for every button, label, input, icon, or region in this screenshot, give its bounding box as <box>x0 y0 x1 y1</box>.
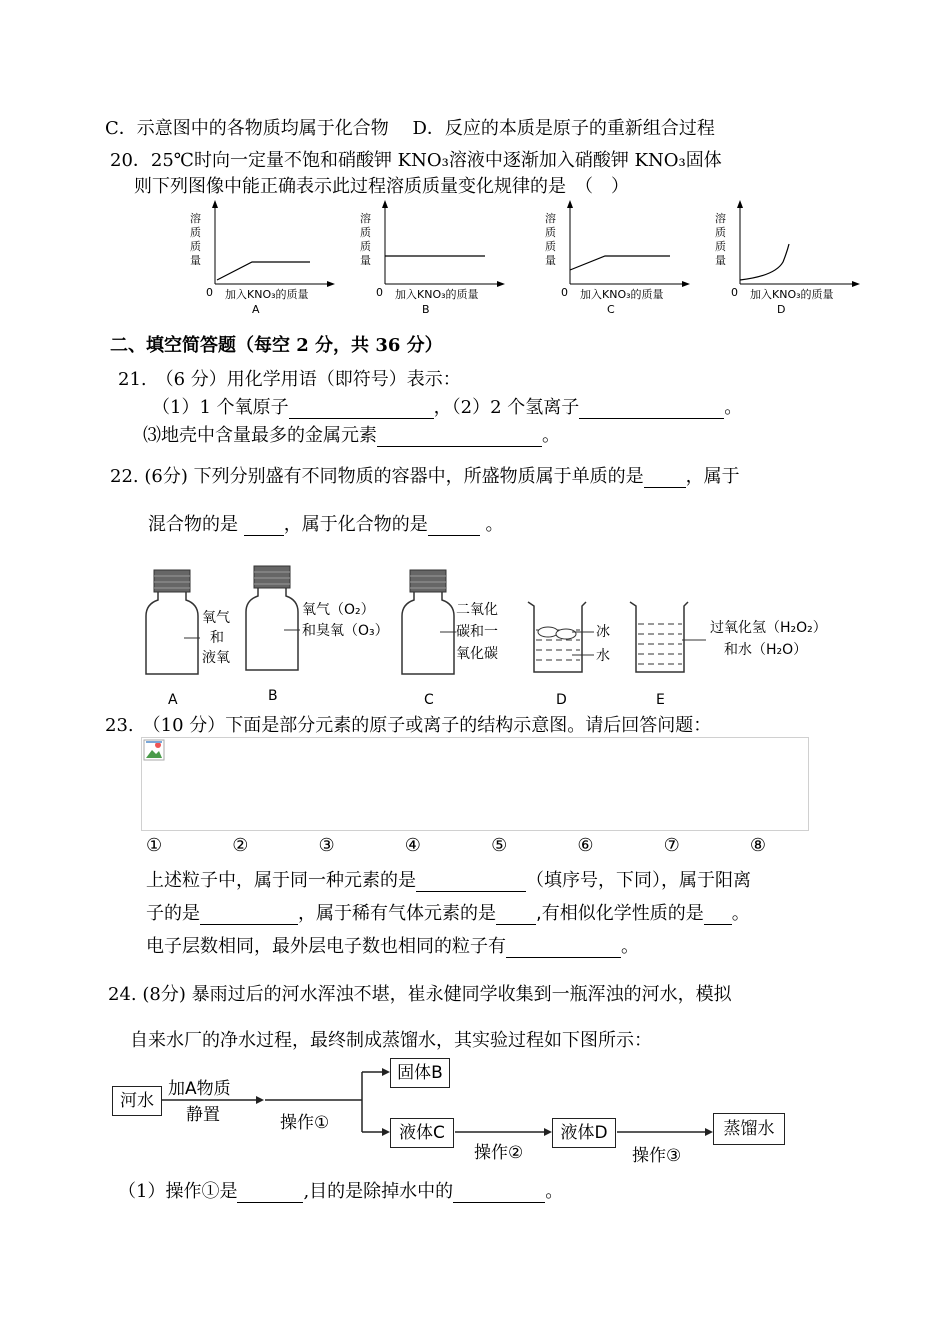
q23-num-5: ⑤ <box>491 835 508 856</box>
graph-b-ylabel-1: 质 <box>360 226 371 239</box>
section-2-title: 二、填空简答题（每空 2 分，共 36 分） <box>110 335 443 356</box>
graph-c-ylabel-0: 溶 <box>545 212 556 225</box>
graph-a-origin: 0 <box>206 286 213 299</box>
flow-distilled-box: 蒸馏水 <box>713 1113 785 1145</box>
q23-l1-end: （填序号，下同），属于阳离 <box>526 870 751 891</box>
graph-c-ylabel-3: 量 <box>545 254 556 267</box>
bottle-b-label-0: 氧气（O₂） <box>302 602 375 618</box>
flow-solid-b-box: 固体B <box>390 1058 450 1088</box>
flow-liquid-d-box: 液体D <box>552 1118 616 1148</box>
bottle-a-letter: A <box>168 692 178 708</box>
graph-b-ylabel-3: 量 <box>360 254 371 267</box>
q22-l2-mid: ，属于化合物的是 <box>283 514 428 535</box>
graph-b-ylabel-0: 溶 <box>360 212 371 225</box>
q23-l3-end: 。 <box>621 936 639 957</box>
bottle-c-label-1: 碳和一 <box>456 624 498 640</box>
graph-d-ylabel-0: 溶 <box>715 212 726 225</box>
bottle-c-label-0: 二氧化 <box>456 602 498 618</box>
q22-l1: 22. (6分) 下列分别盛有不同物质的容器中，所盛物质属于单质的是 <box>110 466 644 487</box>
q24-line2: 自来水厂的净水过程，最终制成蒸馏水，其实验过程如下图所示： <box>130 1030 652 1051</box>
beaker-d-letter: D <box>556 692 567 708</box>
bottle-a-label-0: 氧气 <box>202 610 230 626</box>
graph-c-ylabel-1: 质 <box>545 226 556 239</box>
beaker-e-label-1: 和水（H₂O） <box>724 642 808 658</box>
q22-l1-end: ，属于 <box>685 466 740 487</box>
q24-blank-1[interactable] <box>237 1186 303 1203</box>
q23-head: 23. （10 分）下面是部分元素的原子或离子的结构示意图。请后回答问题： <box>105 715 712 736</box>
bottle-c-label-2: 氧化碳 <box>456 646 498 662</box>
flow-liquid-c-box: 液体C <box>390 1118 454 1148</box>
bottle-b-letter: B <box>268 688 278 704</box>
graph-d-ylabel-3: 量 <box>715 254 726 267</box>
graph-c-origin: 0 <box>561 286 568 299</box>
graph-c-ylabel-2: 质 <box>545 240 556 253</box>
q22-l2: 混合物的是 <box>148 514 238 535</box>
q24-line1: 24. (8分) 暴雨过后的河水浑浊不堪，崔永健同学收集到一瓶浑浊的河水，模拟 <box>108 984 732 1005</box>
q21-head: 21. （6 分）用化学用语（即符号）表示： <box>118 369 461 390</box>
beaker-e-label-0: 过氧化氢（H₂O₂） <box>710 620 827 636</box>
q23-num-1: ① <box>146 835 163 856</box>
q24-p1-end: 。 <box>545 1181 564 1202</box>
flow-op2-label: 操作② <box>474 1143 524 1163</box>
q21-p3: ⑶地壳中含量最多的金属元素 <box>143 425 377 446</box>
q23-num-7: ⑦ <box>663 835 680 856</box>
q20-line2: 则下列图像中能正确表示此过程溶质质量变化规律的是 （ ） <box>134 176 629 197</box>
graph-b-letter: B <box>422 303 430 316</box>
q23-num-8: ⑧ <box>749 835 766 856</box>
flow-op1-label: 操作① <box>280 1113 330 1133</box>
q23-num-2: ② <box>232 835 249 856</box>
graph-a-ylabel-0: 溶 <box>190 212 201 225</box>
q23-l2c: ,有相似化学性质的是 <box>536 903 704 924</box>
graph-d-origin: 0 <box>731 286 738 299</box>
graph-b-xlabel: 加入KNO₃的质量 <box>395 288 479 301</box>
graph-c-letter: C <box>607 303 615 316</box>
q23-num-6: ⑥ <box>577 835 594 856</box>
graph-c-xlabel: 加入KNO₃的质量 <box>580 288 664 301</box>
q24-p1: （1）操作①是 <box>118 1181 238 1202</box>
graph-d-ylabel-1: 质 <box>715 226 726 239</box>
graph-a-letter: A <box>252 303 260 316</box>
bottle-a-label-1: 和 <box>210 630 224 646</box>
graph-a-ylabel-2: 质 <box>190 240 201 253</box>
graph-b-ylabel-2: 质 <box>360 240 371 253</box>
q23-num-3: ③ <box>318 835 335 856</box>
q23-l1: 上述粒子中，属于同一种元素的是 <box>146 870 416 891</box>
flow-add-label: 加A物质 <box>168 1079 231 1099</box>
bottle-a-label-2: 液氧 <box>202 650 230 666</box>
beaker-d-label-1: 水 <box>596 648 610 664</box>
bottle-c-letter: C <box>424 692 434 708</box>
beaker-d-label-0: 冰 <box>596 624 610 640</box>
q21-p1: （1）1 个氧原子 <box>152 397 289 418</box>
graph-b-origin: 0 <box>376 286 383 299</box>
graph-d-ylabel-2: 质 <box>715 240 726 253</box>
q23-l2d: 。 <box>731 903 750 924</box>
flow-op3-label: 操作③ <box>632 1146 682 1166</box>
q21-p2-end: 。 <box>724 397 743 418</box>
beaker-e-letter: E <box>656 692 665 708</box>
q24-blank-2[interactable] <box>453 1186 545 1203</box>
q23-l3: 电子层数相同，最外层电子数也相同的粒子有 <box>146 936 506 957</box>
q20-line1: 20．25℃时向一定量不饱和硝酸钾 KNO₃溶液中逐渐加入硝酸钾 KNO₃固体 <box>110 150 722 171</box>
q23-num-4: ④ <box>404 835 421 856</box>
flow-river-box: 河水 <box>112 1086 162 1116</box>
graph-d-xlabel: 加入KNO₃的质量 <box>750 288 834 301</box>
graph-a-xlabel: 加入KNO₃的质量 <box>225 288 309 301</box>
q24-p1-line <box>118 1177 563 1203</box>
q23-l2b: ，属于稀有气体元素的是 <box>298 903 496 924</box>
graph-a-ylabel-3: 量 <box>190 254 201 267</box>
graph-a-ylabel-1: 质 <box>190 226 201 239</box>
q24-p1-mid: ,目的是除掉水中的 <box>303 1181 454 1202</box>
q21-p2: （2）2 个氢离子 <box>451 397 580 418</box>
graph-d-letter: D <box>777 303 786 316</box>
q23-l2a: 子的是 <box>146 903 200 924</box>
q21-sep: ， <box>433 397 452 418</box>
q22-l2-end: 。 <box>485 514 504 535</box>
q21-p3-end: 。 <box>542 425 560 446</box>
flow-settle-label: 静置 <box>186 1105 220 1125</box>
q19-option-line: C．示意图中的各物质均属于化合物 D．反应的本质是原子的重新组合过程 <box>105 118 715 139</box>
bottle-b-label-1: 和臭氧（O₃） <box>302 623 389 639</box>
